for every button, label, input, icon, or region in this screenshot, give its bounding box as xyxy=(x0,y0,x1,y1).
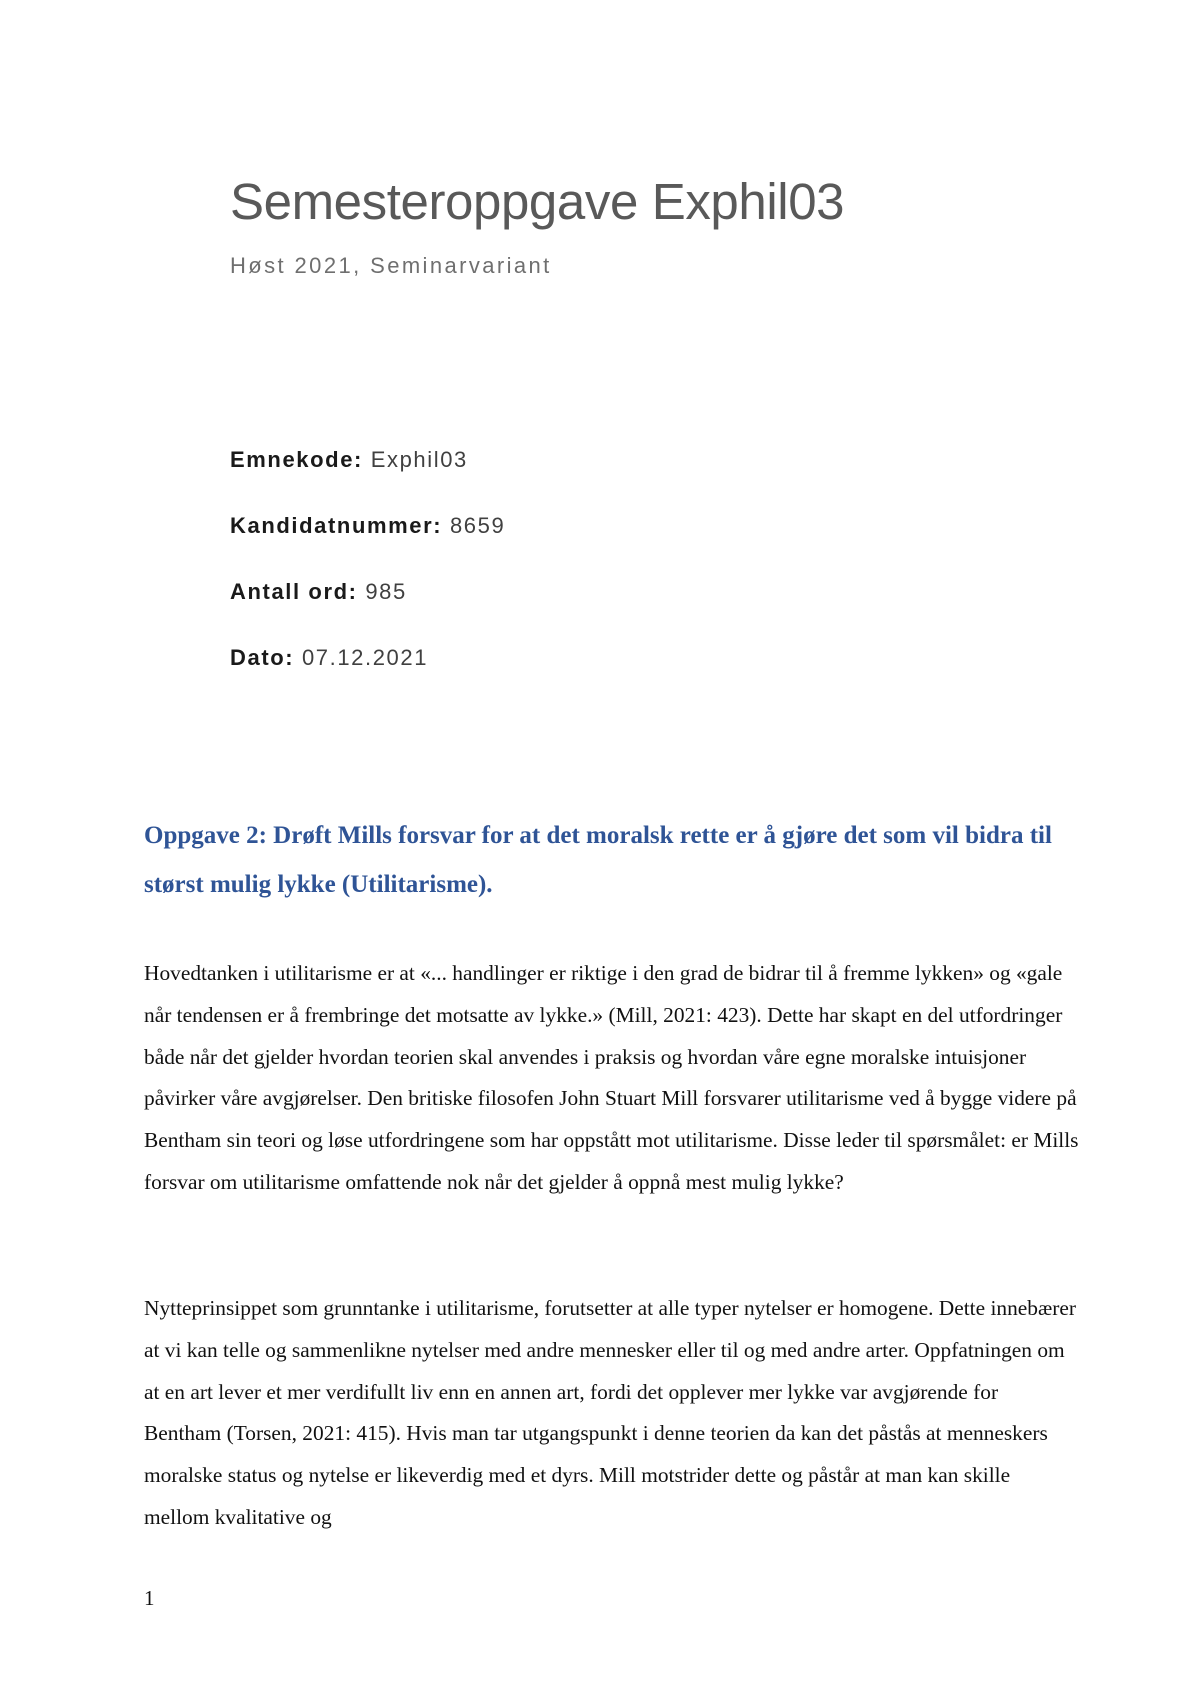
meta-word-count xyxy=(230,577,407,607)
body-paragraph: Nytteprinsippet som grunntanke i utilitarisme, forutsetter at alle typer nytelser er homogene. Dette innebærer at vi kan telle og sammenlikne nytelser med andre mennesker eller til og med andre arter. Oppfatningen om at en art lever et mer verdifullt liv enn en annen art, fordi det opplever mer lykke var avgjørende for Bentham (Torsen, 2021: 415). Hvis man tar utgangspunkt i denne teorien da kan det påstås at menneskers moralske status og nytelse er likeverdig med et dyrs. Mill motstrider dette og påstår at man kan skille mellom kvalitative og xyxy=(144,1296,1076,1529)
meta-candidate-number-label: Kandidatnummer: xyxy=(230,513,443,538)
meta-candidate-number-value: 8659 xyxy=(449,513,506,538)
meta-candidate-number xyxy=(230,511,505,541)
meta-word-count-value: 985 xyxy=(365,579,407,604)
meta-date-label: Dato: xyxy=(230,645,295,670)
meta-course-code-label: Emnekode: xyxy=(230,447,363,472)
document-subtitle: Høst 2021, Seminarvariant xyxy=(230,253,552,278)
meta-word-count-label: Antall ord: xyxy=(230,579,358,604)
document-title: Semesteroppgave Exphil03 xyxy=(230,173,845,230)
meta-course-code-value: Exphil03 xyxy=(370,447,468,472)
meta-date-value: 07.12.2021 xyxy=(301,645,429,670)
meta-date xyxy=(230,643,428,673)
task-heading: Oppgave 2: Drøft Mills forsvar for at det moralsk rette er å gjøre det som vil bidra til størst mulig lykke (Utilitarisme). xyxy=(144,822,1052,898)
meta-course-code xyxy=(230,445,468,475)
page-number: 1 xyxy=(144,1586,155,1610)
body-paragraph: Hovedtanken i utilitarisme er at «... handlinger er riktige i den grad de bidrar til å fremme lykken» og «gale når tendensen er å frembringe det motsatte av lykke.» (Mill, 2021: 423). Dette har skapt en del utfordringer både når det gjelder hvordan teorien skal anvendes i praksis og hvordan våre egne moralske intuisjoner påvirker våre avgjørelser. Den britiske filosofen John Stuart Mill forsvarer utilitarisme ved å bygge videre på Bentham sin teori og løse utfordringene som har oppstått mot utilitarisme. Disse leder til spørsmålet: er Mills forsvar om utilitarisme omfattende nok når det gjelder å oppnå mest mulig lykke? xyxy=(144,961,1079,1194)
